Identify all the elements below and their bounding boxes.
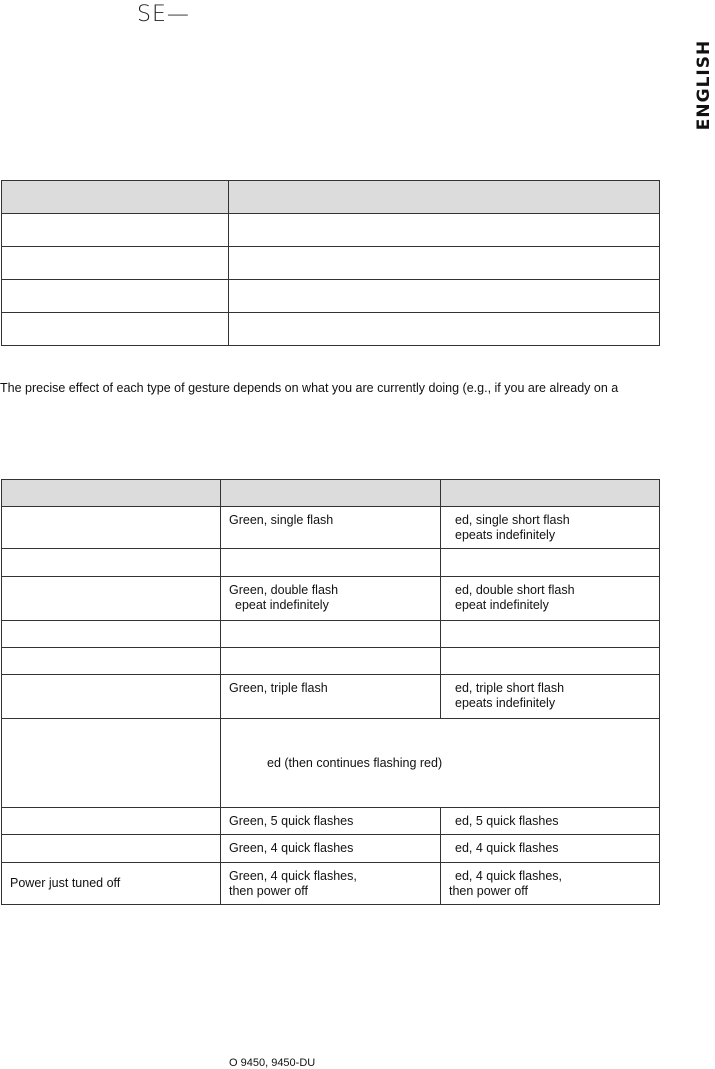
gesture-table — [1, 180, 660, 346]
green-led-cell: Green, double flash epeat indefinitely — [221, 577, 441, 621]
table-header-row — [2, 181, 660, 214]
table-row — [2, 719, 660, 808]
green-led-cell — [221, 648, 441, 675]
state-cell — [2, 648, 221, 675]
led-status-table — [1, 479, 660, 905]
merged-led-cell: ed (then continues flashing red) — [221, 719, 660, 808]
table-row — [2, 313, 660, 346]
table-row — [2, 549, 660, 577]
green-led-cell: Green, single flash — [221, 507, 441, 549]
table-row — [2, 247, 660, 280]
red-led-cell: ed, 4 quick flashes, then power off — [441, 863, 660, 905]
state-cell — [2, 719, 221, 808]
green-led-cell — [221, 549, 441, 577]
state-cell — [2, 507, 221, 549]
body-paragraph: The precise effect of each type of gesture depends on what you are currently doing (e.g., if you are already on a — [0, 381, 619, 395]
green-led-cell: Green, 4 quick flashes — [221, 835, 441, 863]
green-led-cell: Green, 4 quick flashes, then power off — [221, 863, 441, 905]
red-led-cell: ed, 5 quick flashes — [441, 808, 660, 835]
red-led-cell — [441, 621, 660, 648]
red-led-cell: ed, triple short flash epeats indefinitely — [441, 675, 660, 719]
header-cell — [2, 480, 221, 507]
language-tab: ENGLISH — [694, 39, 714, 131]
red-led-cell: ed, 4 quick flashes — [441, 835, 660, 863]
table-row — [2, 280, 660, 313]
green-led-cell: Green, triple flash — [221, 675, 441, 719]
state-cell — [2, 835, 221, 863]
red-led-cell: ed, double short flash epeat indefinitely — [441, 577, 660, 621]
state-cell — [2, 808, 221, 835]
table-row — [2, 621, 660, 648]
state-cell — [2, 675, 221, 719]
header-cell — [229, 181, 660, 214]
header-cell — [2, 181, 229, 214]
header-cell — [441, 480, 660, 507]
red-led-cell: ed, single short flash epeats indefinitely — [441, 507, 660, 549]
table-row — [2, 214, 660, 247]
state-cell: Power just tuned off — [2, 863, 221, 905]
green-led-cell: Green, 5 quick flashes — [221, 808, 441, 835]
state-cell — [2, 577, 221, 621]
table-row — [2, 577, 660, 621]
red-led-cell — [441, 549, 660, 577]
header-mark: SE— — [137, 2, 190, 27]
table-row — [2, 675, 660, 719]
table-row — [2, 835, 660, 863]
table-row — [2, 808, 660, 835]
state-cell — [2, 549, 221, 577]
state-cell — [2, 621, 221, 648]
table-row — [2, 648, 660, 675]
green-led-cell — [221, 621, 441, 648]
table-row — [2, 507, 660, 549]
table-header-row — [2, 480, 660, 507]
red-led-cell — [441, 648, 660, 675]
table-row — [2, 863, 660, 905]
header-cell — [221, 480, 441, 507]
footer-model: O 9450, 9450-DU — [229, 1057, 316, 1069]
